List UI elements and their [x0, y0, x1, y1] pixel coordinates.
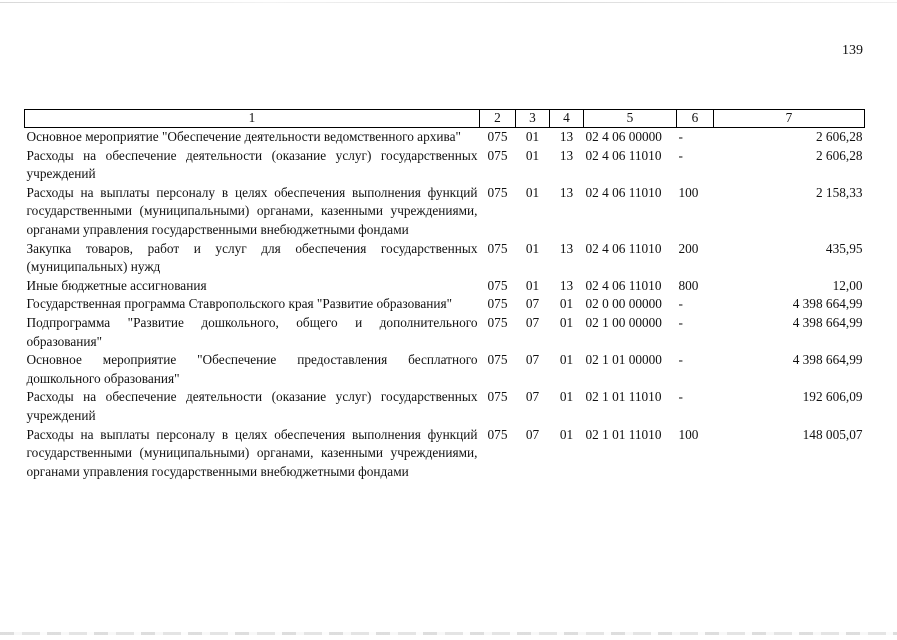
- row-code-subsection: 13: [559, 147, 574, 163]
- table-row: [25, 147, 865, 184]
- row-code-ministry: 075: [487, 314, 508, 330]
- row-code-section: 01: [525, 277, 540, 293]
- row-code-ministry: 075: [487, 426, 508, 442]
- row-code-target: 02 4 06 11010: [585, 240, 662, 256]
- row-code-subsection: 01: [559, 426, 574, 442]
- row-code-target: 02 4 06 11010: [585, 147, 662, 163]
- row-code-subsection: 13: [559, 240, 574, 256]
- row-code-target: 02 1 00 00000: [585, 314, 662, 330]
- row-code-expense-type: 200: [678, 240, 699, 256]
- row-amount: 2 606,28: [815, 129, 863, 144]
- row-code-ministry: 075: [487, 277, 508, 293]
- scan-edge-top: [0, 2, 897, 3]
- row-code-ministry: 075: [487, 147, 508, 163]
- row-code-section: 07: [525, 314, 540, 330]
- header-cell: 7: [714, 110, 865, 128]
- row-code-ministry: 075: [487, 129, 508, 144]
- row-code-target: 02 4 06 11010: [585, 277, 662, 293]
- row-code-subsection: 01: [559, 296, 574, 312]
- row-code-section: 07: [525, 426, 540, 442]
- row-code-subsection: 01: [559, 389, 574, 405]
- row-code-target: 02 1 01 11010: [585, 389, 662, 405]
- header-cell: 4: [550, 110, 584, 128]
- header-cell: 3: [516, 110, 550, 128]
- page-number: 139: [842, 43, 863, 58]
- row-name: Подпрограмма "Развитие дошкольного, общего и дополнительного образования": [26, 314, 478, 349]
- row-code-ministry: 075: [487, 296, 508, 312]
- row-name: Государственная программа Ставропольского края "Развитие образования": [26, 296, 453, 312]
- row-code-expense-type: -: [678, 352, 683, 368]
- row-name: Расходы на обеспечение деятельности (оказание услуг) государственных учреждений: [26, 389, 478, 423]
- row-code-subsection: 13: [559, 184, 574, 200]
- row-amount: 192 606,09: [802, 389, 863, 405]
- table-row: [25, 277, 865, 296]
- row-name: Основное мероприятие "Обеспечение предоставления бесплатного дошкольного образования": [26, 352, 478, 386]
- table-row: [25, 426, 865, 482]
- row-code-subsection: 01: [559, 314, 574, 330]
- table-row: [25, 128, 865, 147]
- budget-table: [24, 109, 865, 481]
- table-header-row: [25, 110, 865, 128]
- row-amount: 2 606,28: [815, 147, 863, 163]
- row-code-expense-type: 800: [678, 277, 699, 293]
- row-code-ministry: 075: [487, 389, 508, 405]
- row-code-target: 02 0 00 00000: [585, 296, 662, 312]
- row-code-subsection: 13: [559, 129, 574, 144]
- header-cell: 2: [480, 110, 516, 128]
- row-name: Расходы на обеспечение деятельности (оказание услуг) государственных учреждений: [26, 147, 478, 182]
- row-code-section: 07: [525, 389, 540, 405]
- row-code-ministry: 075: [487, 240, 508, 256]
- table-row: [25, 184, 865, 240]
- row-code-subsection: 13: [559, 277, 574, 293]
- table-row: [25, 295, 865, 314]
- row-code-section: 07: [525, 296, 540, 312]
- row-code-target: 02 4 06 00000: [585, 129, 662, 144]
- row-amount: 2 158,33: [815, 184, 863, 200]
- row-code-section: 07: [525, 352, 540, 368]
- row-amount: 4 398 664,99: [792, 296, 863, 312]
- row-code-expense-type: 100: [678, 426, 699, 442]
- row-name: Основное мероприятие "Обеспечение деятельности ведомственного архива": [26, 129, 461, 144]
- row-code-section: 01: [525, 240, 540, 256]
- header-cell: 6: [677, 110, 714, 128]
- row-name: Расходы на выплаты персоналу в целях обеспечения выполнения функций государственными (муниципальными) органами, казенными учреждениями, органами управления государственными внебюджетными фондами: [26, 184, 478, 237]
- table-row: [25, 351, 865, 388]
- row-amount: 4 398 664,99: [792, 352, 863, 368]
- row-code-target: 02 1 01 11010: [585, 426, 662, 442]
- row-name: Иные бюджетные ассигнования: [26, 277, 207, 293]
- row-amount: 148 005,07: [802, 426, 863, 442]
- header-cell: 5: [584, 110, 677, 128]
- row-code-expense-type: -: [678, 147, 683, 163]
- row-code-target: 02 1 01 00000: [585, 352, 662, 368]
- row-amount: 12,00: [832, 277, 863, 293]
- row-name: Расходы на выплаты персоналу в целях обеспечения выполнения функций государственными (муниципальными) органами, казенными учреждениями, органами управления государственными внебюджетными фондами: [26, 426, 478, 479]
- row-code-expense-type: -: [678, 296, 683, 312]
- row-code-subsection: 01: [559, 352, 574, 368]
- table-row: [25, 314, 865, 351]
- scan-edge-bottom: [0, 632, 897, 635]
- table-row: [25, 388, 865, 425]
- row-code-ministry: 075: [487, 352, 508, 368]
- row-code-section: 01: [525, 147, 540, 163]
- row-code-section: 01: [525, 184, 540, 200]
- row-code-target: 02 4 06 11010: [585, 184, 662, 200]
- row-amount: 435,95: [825, 240, 863, 256]
- row-code-expense-type: -: [678, 389, 683, 405]
- row-code-expense-type: -: [678, 129, 683, 144]
- row-code-expense-type: -: [678, 314, 683, 330]
- row-code-section: 01: [525, 129, 540, 144]
- row-name: Закупка товаров, работ и услуг для обеспечения государственных (муниципальных) нужд: [26, 240, 478, 275]
- row-amount: 4 398 664,99: [792, 314, 863, 330]
- header-cell: 1: [25, 110, 480, 128]
- row-code-expense-type: 100: [678, 184, 699, 200]
- table-row: [25, 240, 865, 277]
- row-code-ministry: 075: [487, 184, 508, 200]
